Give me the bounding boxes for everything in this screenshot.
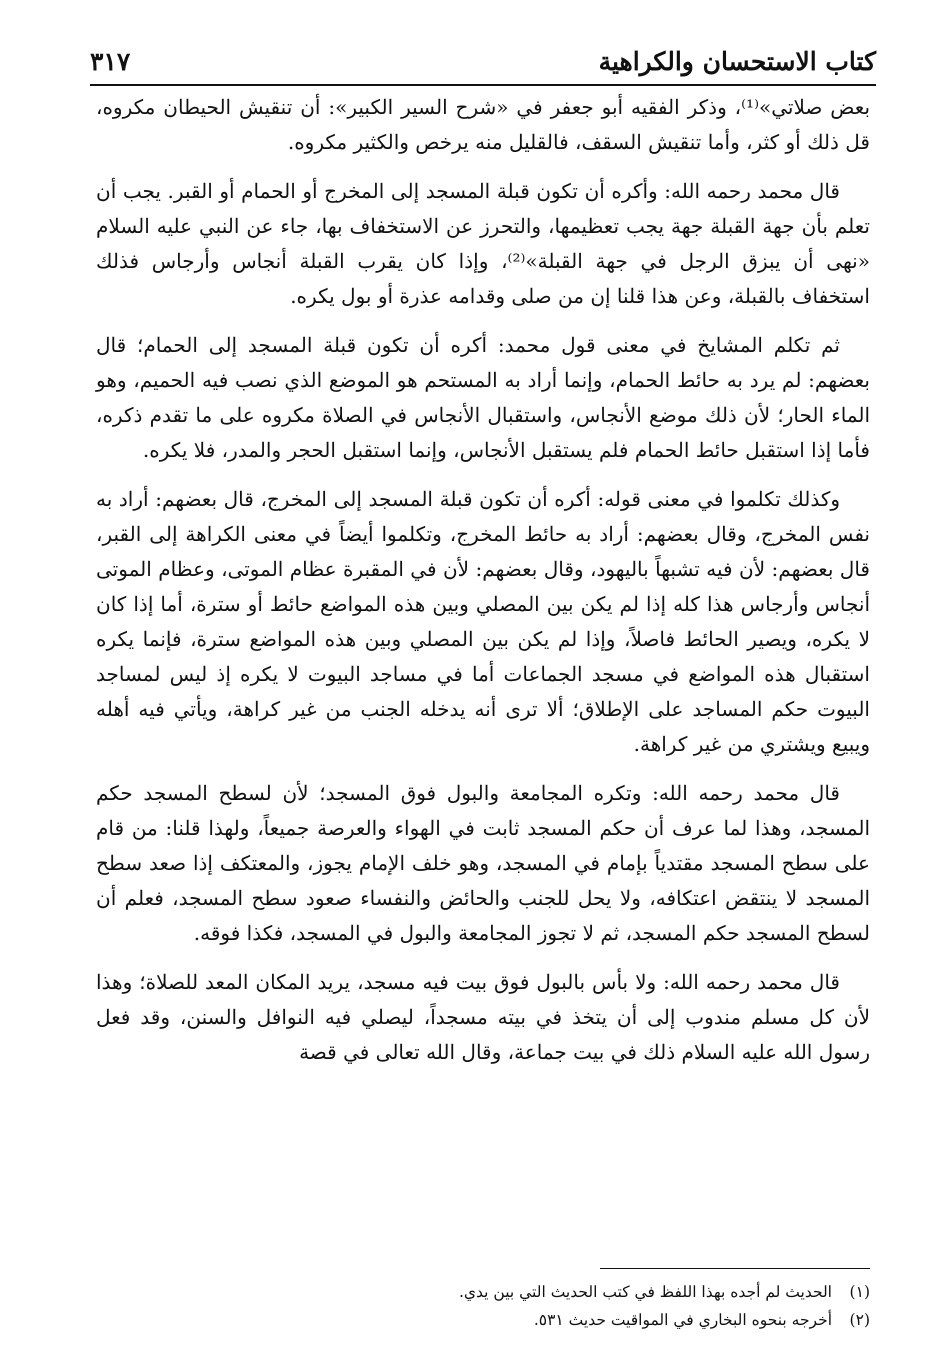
- footnote-number: (١): [849, 1283, 870, 1301]
- footnote-text: الحديث لم أجده بهذا اللفظ في كتب الحديث التي بين يدي.: [458, 1283, 832, 1301]
- paragraph-3: ثم تكلم المشايخ في معنى قول محمد: أكره أن تكون قبلة المسجد إلى الحمام؛ قال بعضهم: لم يرد به حائط الحمام، وإنما أراد به المستحم هو الموضع الذي نصب فيه الحميم، وهو الماء الحار؛ لأن ذلك موضع الأنجاس، واستقبال الأنجاس في الصلاة مكروه على ما تقدم ذكره، فأما إذا استقبل حائط الحمام فلم يستقبل الأنجاس، وإنما استقبل الحجر والمدر، فلا يكره.: [96, 333, 870, 462]
- paragraph-6: قال محمد رحمه الله: ولا بأس بالبول فوق بيت فيه مسجد، يريد المكان المعد للصلاة؛ وهذا لأن كل مسلم مندوب إلى أن يتخذ في بيته مسجداً، ليصلي فيه النوافل والسنن، وقد فعل رسول الله عليه السلام ذلك في بيت جماعة، وقال الله تعالى في قصة: [96, 970, 870, 1064]
- footnote-text: أخرجه بنحوه البخاري في المواقيت حديث ٥٣١.: [533, 1311, 832, 1329]
- paragraph-2: قال محمد رحمه الله: وأكره أن تكون قبلة المسجد إلى المخرج أو الحمام أو القبر. يجب أن تعلم بأن جهة القبلة جهة يجب تعظيمها، والتحرز عن الاستخفاف بها، جاء عن النبي عليه السلام «نهى أن يبزق الرجل في جهة القبلة»⁽²⁾، وإذا كان يقرب القبلة أنجاس وأرجاس فذلك استخفاف بالقبلة، وعن هذا قلنا إن من صلى وقدامه عذرة أو بول يكره.: [96, 179, 870, 308]
- page-number: ٣١٧: [90, 47, 131, 76]
- paragraph-1: بعض صلاتي»⁽¹⁾، وذكر الفقيه أبو جعفر في «شرح السير الكبير»: أن تنقيش الحيطان مكروه، قل ذلك أو كثر، وأما تنقيش السقف، فالقليل منه يرخص والكثير مكروه.: [96, 95, 871, 154]
- footnote-2: [96, 1306, 870, 1334]
- footnotes: [96, 1278, 870, 1334]
- book-title: كتاب الاستحسان والكراهية: [598, 47, 876, 76]
- footnote-divider: [600, 1268, 870, 1269]
- footnote-number: (٢): [849, 1311, 870, 1329]
- footnote-1: [96, 1278, 870, 1306]
- paragraph-4: وكذلك تكلموا في معنى قوله: أكره أن تكون قبلة المسجد إلى المخرج، قال بعضهم: أراد به نفس المخرج، وقال بعضهم: أراد به حائط المخرج، وتكلموا أيضاً في معنى الكراهة إلى القبر، قال بعضهم: لأن فيه تشبهاً باليهود، وقال بعضهم: لأن في المقبرة عظام الموتى، وعظام الموتى أنجاس وأرجاس هذا كله إذا لم يكن بين المصلي وبين هذه المواضع حائط أو سترة، أما إذا كان لا يكره، ويصير الحائط فاصلاً، وإذا لم يكن بين المصلي وبين هذه المواضع سترة، فإنما يكره استقبال هذه المواضع في مسجد الجماعات أما في مساجد البيوت لا يكره إذ ليس لمساجد البيوت حكم المساجد على الإطلاق؛ ألا ترى أنه يدخله الجنب من غير كراهة، ويأتي فيه أهله ويبيع ويشتري من غير كراهة.: [96, 487, 870, 756]
- main-text: [96, 90, 870, 1070]
- paragraph-5: قال محمد رحمه الله: وتكره المجامعة والبول فوق المسجد؛ لأن لسطح المسجد حكم المسجد، وهذا لما عرف أن حكم المسجد ثابت في الهواء والعرصة جميعاً، ولهذا قلنا: من قام على سطح المسجد مقتدياً بإمام في المسجد، وهو خلف الإمام يجوز، والمعتكف إذا صعد سطح المسجد لا ينتقض اعتكافه، ولا يحل للجنب والحائض والنفساء صعود سطح المسجد، فعلم أن لسطح المسجد حكم المسجد، ثم لا تجوز المجامعة والبول في المسجد، فكذا فوقه.: [96, 781, 870, 945]
- page-header: [90, 28, 876, 86]
